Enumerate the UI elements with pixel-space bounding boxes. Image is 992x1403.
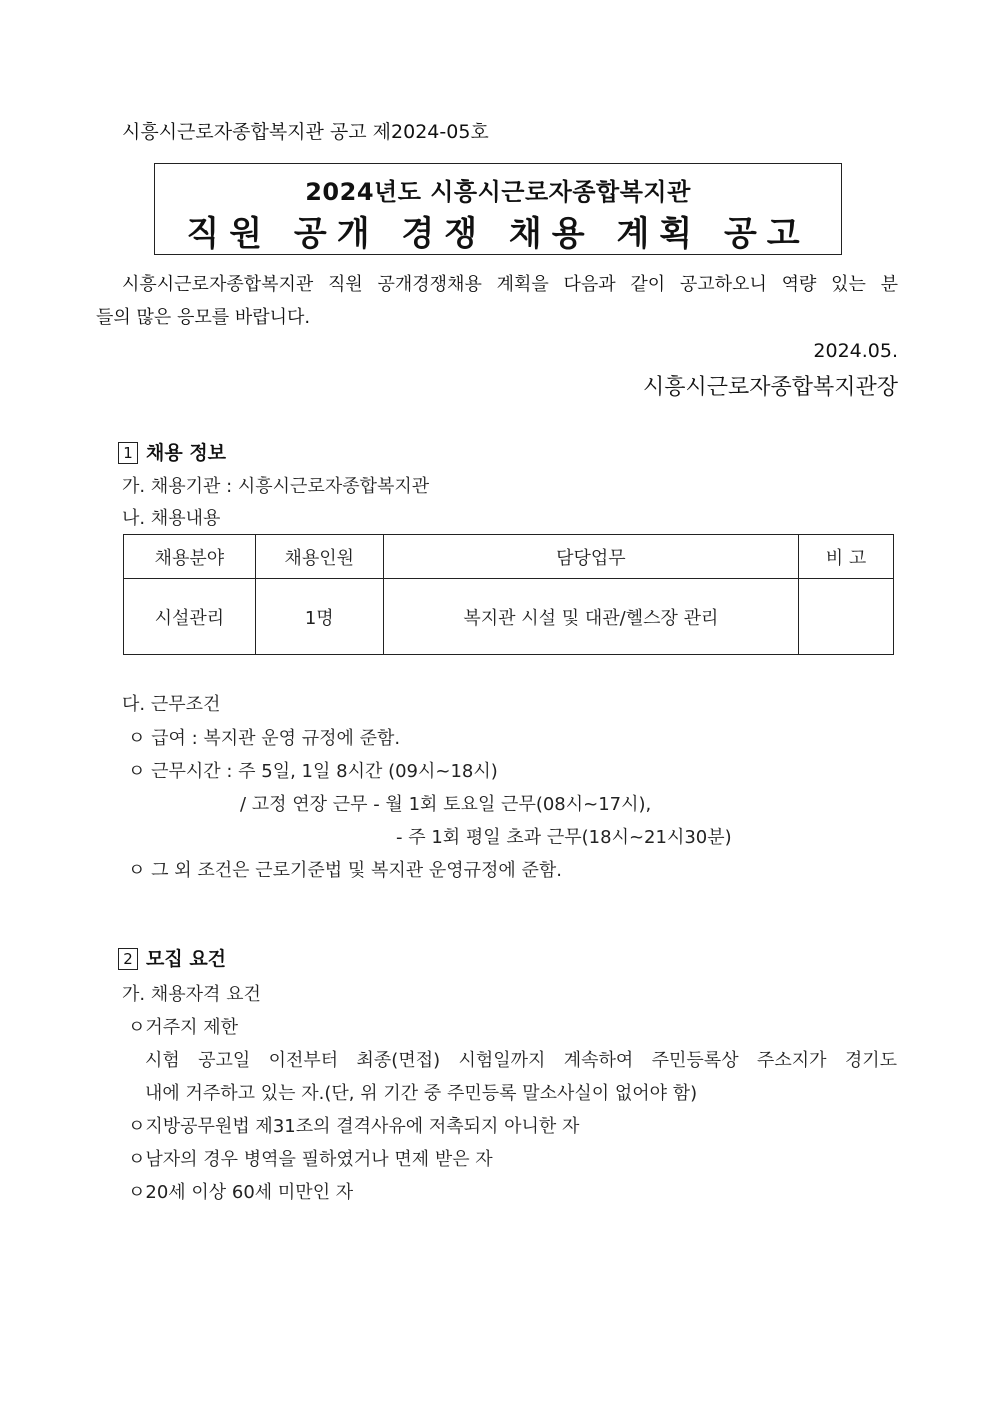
hiring-agency: 가. 채용기관 : 시흥시근로자종합복지관	[122, 476, 430, 497]
announcement-date: 2024.05.	[813, 340, 898, 362]
table-header-cell: 채용인원	[255, 535, 383, 579]
requirement-item: ㅇ20세 이상 60세 미만인 자	[128, 1182, 354, 1203]
table-cell: 1명	[255, 579, 383, 655]
requirement-item: 시험 공고일 이전부터 최종(면접) 시험일까지 계속하여 주민등록상 주소지가 경기도	[145, 1050, 897, 1071]
notice-number: 시흥시근로자종합복지관 공고 제2024-05호	[122, 121, 489, 143]
requirement-item: ㅇ거주지 제한	[128, 1017, 239, 1038]
requirements-label: 가. 채용자격 요건	[122, 984, 261, 1005]
section-1-number: 1	[118, 442, 138, 464]
intro-line-1: 시흥시근로자종합복지관 직원 공개경쟁채용 계획을 다음과 같이 공고하오니 역량 있는 분	[122, 274, 898, 295]
table-cell	[799, 579, 894, 655]
hiring-content-label: 나. 채용내용	[122, 508, 221, 529]
condition-item: ㅇ 그 외 조건은 근로기준법 및 복지관 운영규정에 준함.	[128, 860, 563, 881]
section-2-heading	[118, 944, 226, 971]
section-2-title: 모집 요건	[146, 948, 227, 970]
requirement-item: ㅇ지방공무원법 제31조의 결격사유에 저촉되지 아니한 자	[128, 1116, 580, 1137]
section-1-heading	[118, 438, 226, 465]
condition-item: ㅇ 급여 : 복지관 운영 규정에 준함.	[128, 728, 401, 749]
table-header-cell: 담당업무	[383, 535, 798, 579]
title-line-2: 직원 공개 경쟁 채용 계획 공고	[186, 214, 810, 254]
table-header-cell: 채용분야	[124, 535, 256, 579]
requirement-item: 내에 거주하고 있는 자.(단, 위 기간 중 주민등록 말소사실이 없어야 함)	[145, 1083, 698, 1104]
requirement-item: ㅇ남자의 경우 병역을 필하였거나 면제 받은 자	[128, 1149, 493, 1170]
intro-paragraph	[96, 268, 898, 334]
condition-item: ㅇ 근무시간 : 주 5일, 1일 8시간 (09시~18시)	[128, 761, 498, 782]
condition-item: / 고정 연장 근무 - 월 1회 토요일 근무(08시~17시),	[240, 794, 652, 815]
section-2-number: 2	[118, 948, 138, 970]
hiring-table	[123, 534, 894, 655]
table-header-cell: 비 고	[799, 535, 894, 579]
section-1-title: 채용 정보	[146, 442, 227, 464]
intro-line-2: 들의 많은 응모를 바랍니다.	[96, 307, 311, 328]
title-line-1: 2024년도 시흥시근로자종합복지관	[305, 178, 691, 206]
table-cell: 복지관 시설 및 대관/헬스장 관리	[383, 579, 798, 655]
work-conditions-label: 다. 근무조건	[122, 694, 221, 715]
table-row	[124, 579, 894, 655]
condition-item: - 주 1회 평일 초과 근무(18시~21시30분)	[396, 827, 732, 848]
table-cell: 시설관리	[124, 579, 256, 655]
signer: 시흥시근로자종합복지관장	[642, 375, 898, 400]
table-header-row	[124, 535, 894, 579]
title-box	[154, 163, 842, 255]
